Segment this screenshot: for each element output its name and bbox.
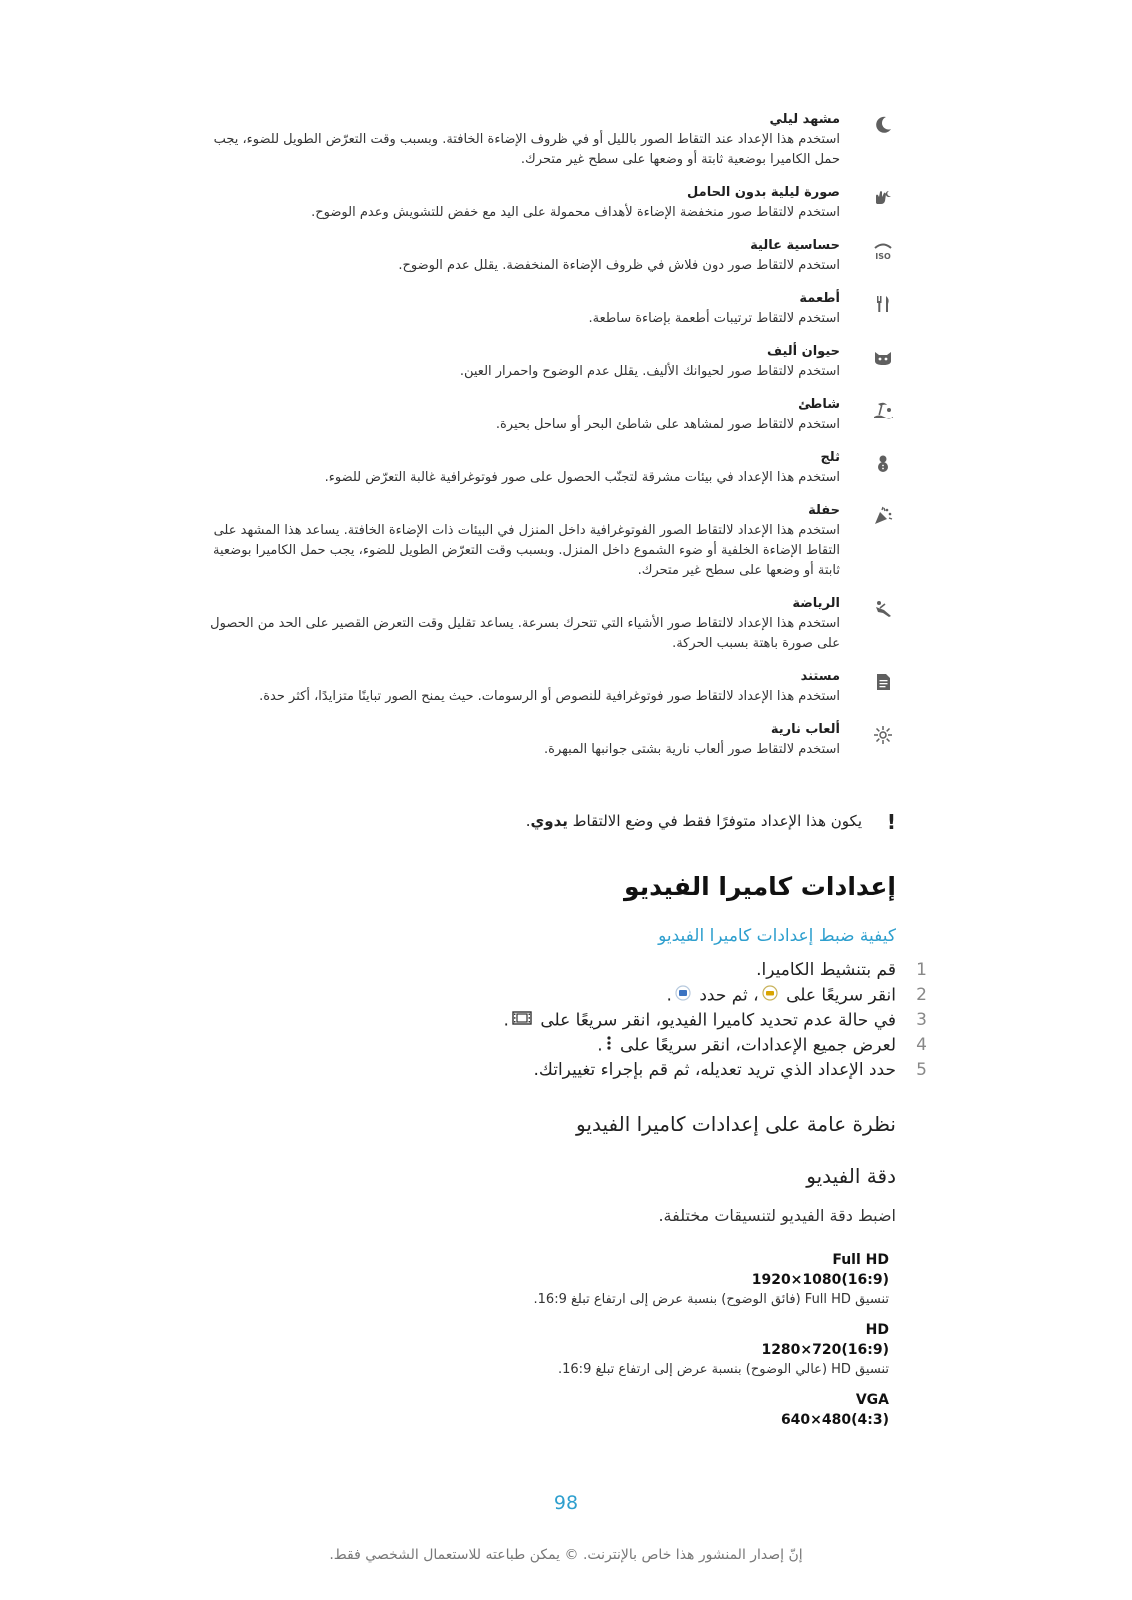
scene-desc: استخدم لالتقاط صور لحيوانك الأليف. يقلل عدم الوضوح واحمرار العين.	[459, 364, 840, 379]
beach-icon	[872, 399, 894, 421]
exclamation-icon: !	[886, 810, 896, 834]
scene-party	[0, 501, 1132, 581]
scene-title: ثلج	[820, 450, 840, 465]
scene-desc: استخدم هذا الإعداد لالتقاط الصور الفوتوغرافية داخل المنزل في البيئات ذات الإضاءة الخافتة. يساعد هذا المشهد على التقاط الإضاءة الخلفية أو ضوء الشموع داخل المنزل. وبسبب وقت التعرّض الطويل للضوء، يجب حمل الكاميرا بوضعية ثابتة أو وضعها على سطح غير متحرك.	[213, 523, 840, 578]
scene-title: أطعمة	[799, 291, 840, 306]
scene-beach	[0, 395, 1132, 435]
footer-notice: إنّ إصدار المنشور هذا خاص بالإنترنت. © يمكن طباعته للاستعمال الشخصي فقط.	[329, 1547, 803, 1563]
scene-handheld-night	[0, 183, 1132, 223]
scene-desc: استخدم لالتقاط صور ألعاب نارية بشتى جوانبها المبهرة.	[544, 742, 840, 757]
step-3	[0, 1010, 1132, 1035]
step-number: 4	[916, 1035, 927, 1055]
scene-fireworks	[0, 720, 1132, 760]
fireworks-icon	[872, 724, 894, 746]
fork-knife-icon	[872, 293, 894, 315]
option-hd	[0, 1320, 1132, 1380]
scene-desc: استخدم لالتقاط صور لمشاهد على شاطئ البحر أو ساحل بحيرة.	[495, 417, 840, 432]
scene-night	[0, 110, 1132, 170]
step-1	[0, 960, 1132, 985]
step-text: قم بتنشيط الكاميرا.	[756, 960, 896, 980]
resolution-options	[0, 1250, 1132, 1440]
iso-icon	[872, 240, 894, 262]
svg-text:ISO: ISO	[875, 252, 891, 261]
scene-pet	[0, 342, 1132, 382]
scene-title: حساسية عالية	[750, 238, 840, 253]
snowman-icon	[872, 452, 894, 474]
video-film-icon	[512, 1010, 532, 1031]
scene-title: حفلة	[808, 503, 840, 518]
scene-title: الرياضة	[792, 596, 840, 611]
option-desc: تنسيق Full HD (فائق الوضوح) بنسبة عرض إلى ارتفاع تبلغ 16:9.	[533, 1292, 889, 1307]
step-number: 3	[916, 1010, 927, 1030]
option-name: VGA	[855, 1392, 889, 1408]
scene-high-sensitivity	[0, 236, 1132, 276]
option-vga	[0, 1390, 1132, 1430]
hand-night-icon	[872, 187, 894, 209]
scene-sports	[0, 594, 1132, 654]
scene-snow	[0, 448, 1132, 488]
scene-title: مشهد ليلي	[769, 112, 840, 127]
scene-food	[0, 289, 1132, 329]
how-to-title: كيفية ضبط إعدادات كاميرا الفيديو	[658, 926, 896, 946]
scene-desc: استخدم هذا الإعداد لالتقاط صور الأشياء التي تتحرك بسرعة. يساعد تقليل وقت التعرض القصير على الحد من الحصول على صورة باهتة بسبب الحركة.	[210, 616, 840, 651]
step-5	[0, 1060, 1132, 1085]
document-icon	[872, 671, 894, 693]
scene-desc: استخدم هذا الإعداد عند التقاط الصور بالليل أو في ظروف الإضاءة الخافتة. وبسبب وقت التعرّض الطويل للضوء، يجب حمل الكاميرا بوضعية ثابتة أو وضعها على سطح غير متحرك.	[213, 132, 840, 167]
scene-title: صورة ليلية بدون الحامل	[687, 185, 840, 200]
step-number: 2	[916, 985, 927, 1005]
sports-icon	[872, 598, 894, 620]
scene-title: ألعاب نارية	[770, 722, 840, 737]
camera-mode-icon	[762, 985, 778, 1006]
scene-desc: استخدم هذا الإعداد لالتقاط صور فوتوغرافية للنصوص أو الرسومات. حيث يمنح الصور تباينًا متزايدًا، أكثر حدة.	[259, 689, 840, 704]
step-text: في حالة عدم تحديد كاميرا الفيديو، انقر سريعًا على .	[503, 1010, 896, 1031]
step-4	[0, 1035, 1132, 1060]
overview-title: نظرة عامة على إعدادات كاميرا الفيديو	[576, 1112, 896, 1136]
note-text: يكون هذا الإعداد متوفرًا فقط في وضع الالتقاط يدوي.	[525, 812, 862, 830]
scene-document	[0, 667, 1132, 707]
party-icon	[872, 505, 894, 527]
option-desc: تنسيق HD (عالي الوضوح) بنسبة عرض إلى ارتفاع تبلغ 16:9.	[558, 1362, 889, 1377]
step-number: 5	[916, 1060, 927, 1080]
step-2	[0, 985, 1132, 1010]
more-options-icon	[606, 1035, 612, 1056]
option-resolution: 1280×720(16:9)	[761, 1342, 889, 1358]
option-resolution: 1920×1080(16:9)	[751, 1272, 889, 1288]
scene-title: حيوان أليف	[766, 344, 840, 359]
option-resolution: 640×480(4:3)	[780, 1412, 889, 1428]
option-full-hd	[0, 1250, 1132, 1310]
moon-icon	[872, 114, 894, 136]
video-resolution-desc: اضبط دقة الفيديو لتنسيقات مختلفة.	[658, 1206, 896, 1225]
video-camera-mode-icon	[675, 985, 691, 1006]
manual-mode-label: يدوي	[530, 812, 568, 830]
video-resolution-title: دقة الفيديو	[806, 1164, 896, 1188]
scene-desc: استخدم هذا الإعداد في بيئات مشرقة لتجنّب الحصول على صور فوتوغرافية غالبة التعرّض للضوء.	[324, 470, 840, 485]
pet-icon	[872, 346, 894, 368]
scene-desc: استخدم لالتقاط ترتيبات أطعمة بإضاءة ساطعة.	[588, 311, 840, 326]
scene-title: مستند	[800, 669, 840, 684]
step-text: حدد الإعداد الذي تريد تعديله، ثم قم بإجراء تغييراتك.	[533, 1060, 896, 1080]
option-name: Full HD	[832, 1252, 889, 1268]
scene-title: شاطئ	[798, 397, 840, 412]
step-number: 1	[916, 960, 927, 980]
scene-desc: استخدم لالتقاط صور دون فلاش في ظروف الإضاءة المنخفضة. يقلل عدم الوضوح.	[398, 258, 840, 273]
step-text: لعرض جميع الإعدادات، انقر سريعًا على .	[597, 1035, 896, 1056]
scene-desc: استخدم لالتقاط صور منخفضة الإضاءة لأهداف محمولة على اليد مع خفض للتشويش وعدم الوضوح.	[311, 205, 840, 220]
page-number: 98	[553, 1492, 579, 1514]
step-text: انقر سريعًا على ، ثم حدد .	[666, 985, 896, 1006]
scene-list	[0, 110, 1132, 773]
option-name: HD	[865, 1322, 889, 1338]
section-title: إعدادات كاميرا الفيديو	[624, 872, 896, 901]
steps-list	[0, 960, 1132, 1085]
